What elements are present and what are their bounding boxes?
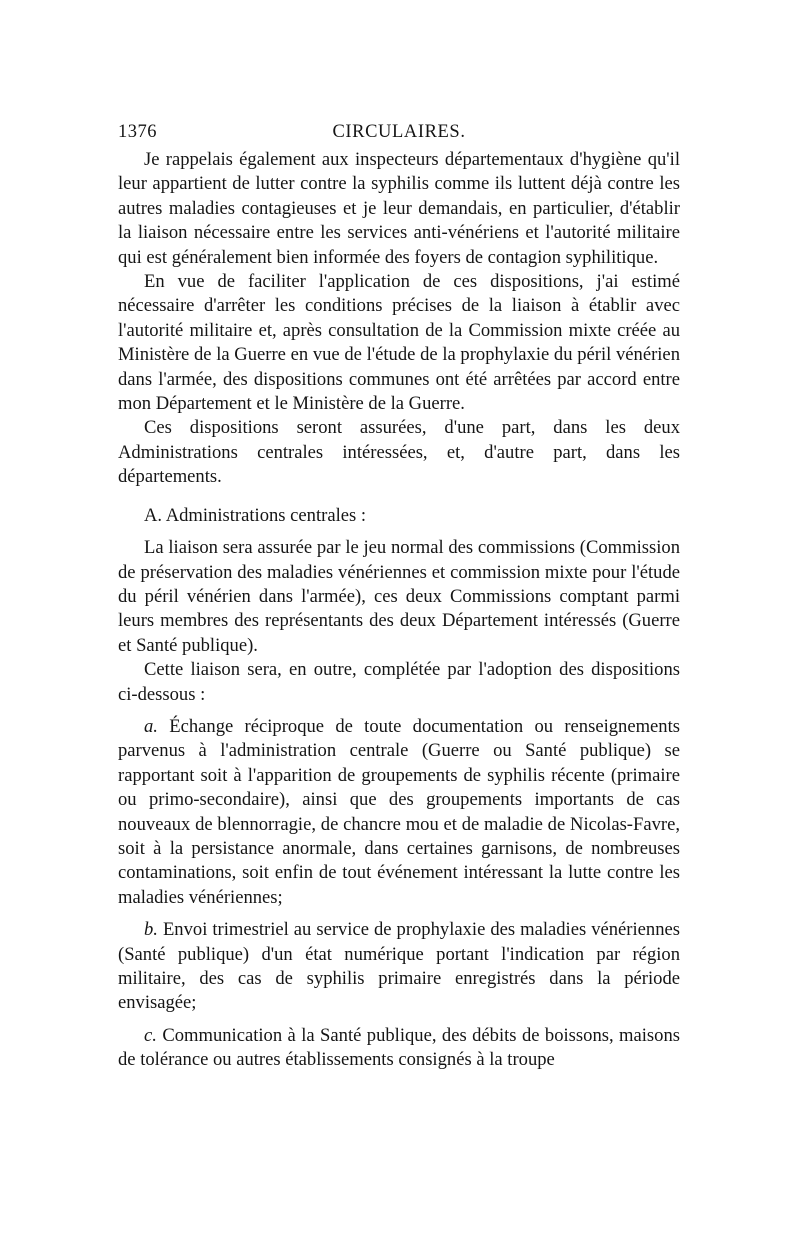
list-item-text: Envoi trimestriel au service de prophylaxie des maladies vénériennes (Santé publique) d'un état numérique portant l'indication par région militaire, des cas de syphilis primaire enregistrés dans la période envisagée; [118, 919, 680, 1014]
list-item-b [118, 918, 680, 1016]
list-item-letter: b. [144, 919, 158, 941]
list-item-letter: c. [144, 1024, 157, 1046]
list-item-text: Échange réciproque de toute documentation ou renseignements parvenus à l'administration centrale (Guerre ou Santé publique) se rapportant soit à l'apparition de groupements de syphilis récente (primaire ou primo-secondaire), ainsi que des groupements importants de cas nouveaux de blennorragie, de chancre mou et de maladie de Nicolas-Favre, soit à la persistance anormale, dans certaines garnisons, de nombreuses contaminations, soit enfin de tout événement intéressant la lutte contre les maladies vénériennes; [118, 715, 680, 908]
list-item-text: Communication à la Santé publique, des débits de boissons, maisons de tolérance ou autres établissements consignés à la troupe [118, 1024, 680, 1071]
paragraph-adoption: Cette liaison sera, en outre, complétée par l'adoption des dispositions ci-dessous : [118, 659, 680, 705]
section-heading-administrations: A. Administrations centrales : [144, 504, 367, 526]
running-head: CIRCULAIRES. [332, 122, 466, 142]
paragraph-hygiene-inspectors: Je rappelais également aux inspecteurs départementaux d'hygiène qu'il leur appartient de lutter contre la syphilis comme ils luttent déjà contre les autres maladies contagieuses et je leur demandais, en particulier, d'établir la liaison nécessaire entre les services anti-vénériens et l'autorité militaire qui est généralement bien informée des foyers de contagion syphilitique. [118, 149, 680, 268]
document-page [118, 118, 680, 1073]
body-text [118, 148, 680, 1073]
list-item-letter: a. [144, 715, 158, 737]
page-header [118, 118, 680, 146]
paragraph-dispositions: Ces dispositions seront assurées, d'une part, dans les deux Administrations centrales intéressées, et, d'autre part, dans les départements. [118, 417, 680, 488]
list-item-a [118, 715, 680, 910]
page-number: 1376 [118, 122, 157, 142]
paragraph-commissions: La liaison sera assurée par le jeu normal des commissions (Commission de préservation des maladies vénériennes et commission mixte pour l'étude du péril vénérien dans l'armée), ces deux Commissions comptant parmi leurs membres des représentants des deux Département intéressés (Guerre et Santé publique). [118, 537, 680, 656]
list-item-c [118, 1024, 680, 1073]
paragraph-liaison-conditions: En vue de faciliter l'application de ces dispositions, j'ai estimé nécessaire d'arrêter les conditions précises de la liaison à établir avec l'autorité militaire et, après consultation de la Commission mixte créée au Ministère de la Guerre en vue de l'étude de la prophylaxie du péril vénérien dans l'armée, des dispositions communes ont été arrêtées par accord entre mon Département et le Ministère de la Guerre. [118, 271, 680, 415]
